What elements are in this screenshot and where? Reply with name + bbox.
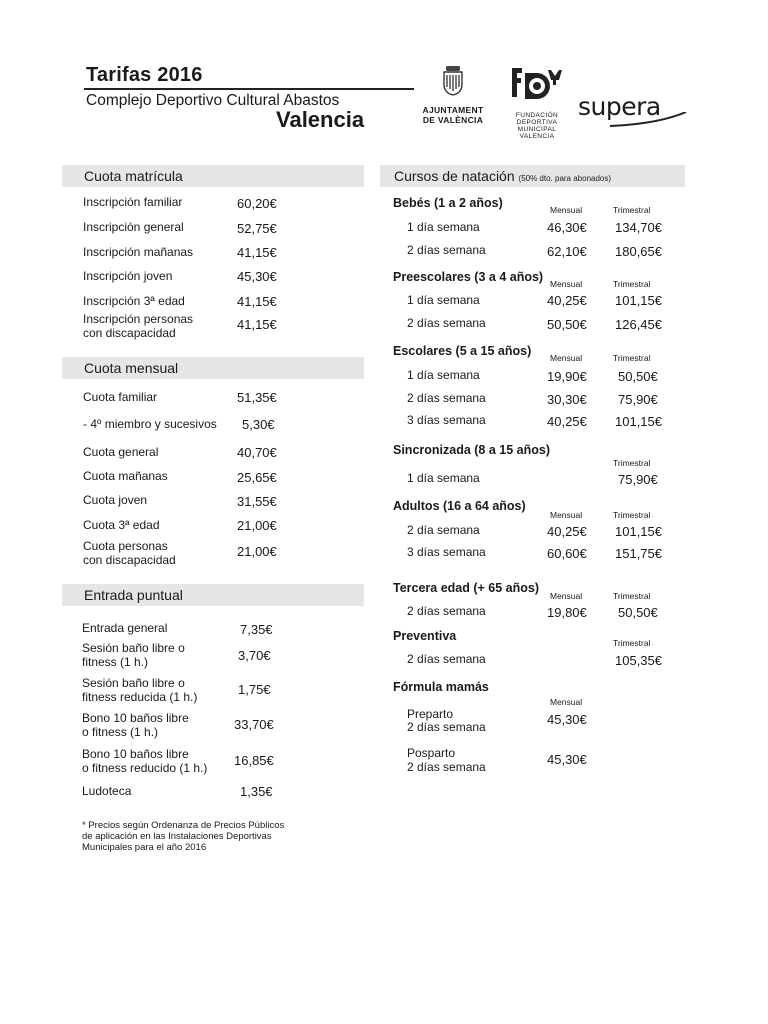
row-price: 21,00€ xyxy=(237,518,277,533)
supera-logo xyxy=(578,92,690,130)
col-mensual: Mensual xyxy=(550,591,583,601)
row-label: 3 días semana xyxy=(407,545,486,559)
row-mensual: 50,50€ xyxy=(547,317,587,332)
row-price: 1,75€ xyxy=(238,682,271,697)
row-mensual: 40,25€ xyxy=(547,414,587,429)
footnote-line-2: de aplicación en las Instalaciones Deportivas xyxy=(82,831,272,842)
row-label-line-2: con discapacidad xyxy=(83,553,176,567)
fundacion-line-3: MUNICIPAL xyxy=(517,126,557,133)
row-price: 51,35€ xyxy=(237,390,277,405)
row-label-line-2: o fitness reducido (1 h.) xyxy=(82,761,208,775)
coat-of-arms-icon xyxy=(441,66,465,96)
fundacion-line-1: FUNDACIÓN xyxy=(515,112,559,119)
row-label: Cuota mañanas xyxy=(83,469,168,483)
row-label: Cuota joven xyxy=(83,493,148,507)
row-label: 2 días semana xyxy=(407,243,486,257)
col-mensual: Mensual xyxy=(550,510,583,520)
section-cuota-mensual xyxy=(62,357,364,379)
col-trimestral: Trimestral xyxy=(613,591,651,601)
row-trimestral: 75,90€ xyxy=(618,392,658,407)
page-title: Tarifas 2016 xyxy=(86,64,203,86)
row-label: Preparto xyxy=(407,707,454,721)
row-trimestral: 134,70€ xyxy=(615,220,662,235)
row-trimestral: 105,35€ xyxy=(615,653,662,668)
row-trimestral: 75,90€ xyxy=(618,472,658,487)
row-trimestral: 50,50€ xyxy=(618,369,658,384)
col-mensual: Mensual xyxy=(550,279,583,289)
row-label-line-2: fitness reducida (1 h.) xyxy=(82,690,198,704)
ajuntament-logo xyxy=(414,66,492,130)
row-label: 1 día semana xyxy=(407,368,480,382)
row-label: 2 días semana xyxy=(407,652,486,666)
group-title: Fórmula mamás xyxy=(393,680,489,694)
row-label: Inscripción joven xyxy=(83,269,173,283)
ajuntament-line-1: AJUNTAMENT xyxy=(422,105,484,115)
row-price: 33,70€ xyxy=(234,717,274,732)
fdm-mark-icon xyxy=(506,66,568,106)
section-title: Cuota matrícula xyxy=(84,168,183,184)
group-title: Tercera edad (+ 65 años) xyxy=(393,581,540,595)
row-label: Inscripción mañanas xyxy=(83,245,194,259)
row-label: Sesión baño libre o xyxy=(82,676,185,690)
row-label: 3 días semana xyxy=(407,413,486,427)
section-note: (50% dto. para abonados) xyxy=(518,174,612,183)
row-label: Cuota general xyxy=(83,445,159,459)
row-price: 21,00€ xyxy=(237,544,277,559)
footnote xyxy=(82,820,342,853)
row-price: 1,35€ xyxy=(240,784,273,799)
row-label-line-2: con discapacidad xyxy=(83,326,176,340)
footnote-line-3: Municipales para el año 2016 xyxy=(82,842,207,853)
row-label-line-2: fitness (1 h.) xyxy=(82,655,149,669)
row-label: Sesión baño libre o xyxy=(82,641,185,655)
col-mensual: Mensual xyxy=(550,353,583,363)
group-title: Sincronizada (8 a 15 años) xyxy=(393,443,550,457)
supera-swoosh-icon xyxy=(608,112,688,128)
row-label: Inscripción general xyxy=(83,220,184,234)
row-mensual: 45,30€ xyxy=(547,712,587,727)
row-mensual: 62,10€ xyxy=(547,244,587,259)
col-trimestral: Trimestral xyxy=(613,638,651,648)
row-label: 1 día semana xyxy=(407,220,480,234)
row-price: 16,85€ xyxy=(234,753,274,768)
row-price: 41,15€ xyxy=(237,294,277,309)
section-title: Cuota mensual xyxy=(84,360,179,376)
col-mensual: Mensual xyxy=(550,697,583,707)
row-trimestral: 101,15€ xyxy=(615,524,662,539)
group-title: Preventiva xyxy=(393,629,457,643)
row-price: 7,35€ xyxy=(240,622,273,637)
row-price: 52,75€ xyxy=(237,221,277,236)
section-title: Entrada puntual xyxy=(84,587,183,603)
ajuntament-line-2: DE VALÈNCIA xyxy=(422,115,484,125)
row-label-line-2: 2 días semana xyxy=(407,760,486,774)
row-label: Inscripción familiar xyxy=(83,195,183,209)
row-mensual: 30,30€ xyxy=(547,392,587,407)
col-trimestral: Trimestral xyxy=(613,279,651,289)
fundacion-line-2: DEPORTIVA xyxy=(516,119,558,126)
page-subtitle: Complejo Deportivo Cultural Abastos xyxy=(86,92,340,109)
row-label: Posparto xyxy=(407,746,456,760)
title-rule xyxy=(84,88,414,90)
row-label: Cuota personas xyxy=(83,539,168,553)
section-cuota-matricula xyxy=(62,165,364,187)
group-title: Preescolares (3 a 4 años) xyxy=(393,270,544,284)
group-title: Adultos (16 a 64 años) xyxy=(393,499,526,513)
row-price: 41,15€ xyxy=(237,317,277,332)
row-label: Entrada general xyxy=(82,621,168,635)
row-price: 45,30€ xyxy=(237,269,277,284)
row-label: Cuota 3ª edad xyxy=(83,518,160,532)
col-mensual: Mensual xyxy=(550,205,583,215)
row-label: Cuota familiar xyxy=(83,390,158,404)
row-price: 3,70€ xyxy=(238,648,271,663)
fundacion-logo xyxy=(500,66,574,140)
row-label: Ludoteca xyxy=(82,784,132,798)
row-price: 60,20€ xyxy=(237,196,277,211)
row-mensual: 40,25€ xyxy=(547,524,587,539)
section-title-wrap xyxy=(394,168,611,184)
row-label-line-2: 2 días semana xyxy=(407,720,486,734)
row-label: 2 días semana xyxy=(407,604,486,618)
row-mensual: 19,80€ xyxy=(547,605,587,620)
section-title: Cursos de natación xyxy=(394,168,515,184)
row-trimestral: 180,65€ xyxy=(615,244,662,259)
footnote-line-1: * Precios según Ordenanza de Precios Públicos xyxy=(82,820,285,831)
row-label-line-2: o fitness (1 h.) xyxy=(82,725,159,739)
row-price: 5,30€ xyxy=(242,417,275,432)
col-trimestral: Trimestral xyxy=(613,510,651,520)
page-city: Valencia xyxy=(276,107,365,132)
row-mensual: 45,30€ xyxy=(547,752,587,767)
section-cursos-natacion xyxy=(380,165,685,187)
row-label: Inscripción 3ª edad xyxy=(83,294,185,308)
col-trimestral: Trimestral xyxy=(613,205,651,215)
row-label: 2 días semana xyxy=(407,316,486,330)
col-trimestral: Trimestral xyxy=(613,353,651,363)
row-label: Bono 10 baños libre xyxy=(82,711,189,725)
row-trimestral: 126,45€ xyxy=(615,317,662,332)
row-price: 40,70€ xyxy=(237,445,277,460)
fundacion-line-4: VALENCIA xyxy=(519,133,555,140)
row-trimestral: 50,50€ xyxy=(618,605,658,620)
group-title: Bebés (1 a 2 años) xyxy=(393,196,503,210)
supera-wordmark: supera xyxy=(578,92,661,121)
row-trimestral: 151,75€ xyxy=(615,546,662,561)
row-mensual: 19,90€ xyxy=(547,369,587,384)
row-label: 1 día semana xyxy=(407,293,480,307)
row-label: Bono 10 baños libre xyxy=(82,747,189,761)
row-label: Inscripción personas xyxy=(83,312,194,326)
row-label: 1 día semana xyxy=(407,471,480,485)
row-label: - 4º miembro y sucesivos xyxy=(83,417,217,431)
row-label: 2 día semana xyxy=(407,523,480,537)
row-mensual: 46,30€ xyxy=(547,220,587,235)
row-trimestral: 101,15€ xyxy=(615,414,662,429)
section-entrada-puntual xyxy=(62,584,364,606)
row-trimestral: 101,15€ xyxy=(615,293,662,308)
col-trimestral: Trimestral xyxy=(613,458,651,468)
row-price: 31,55€ xyxy=(237,494,277,509)
row-label: 2 días semana xyxy=(407,391,486,405)
row-price: 41,15€ xyxy=(237,245,277,260)
row-mensual: 60,60€ xyxy=(547,546,587,561)
row-price: 25,65€ xyxy=(237,470,277,485)
group-title: Escolares (5 a 15 años) xyxy=(393,344,532,358)
row-mensual: 40,25€ xyxy=(547,293,587,308)
